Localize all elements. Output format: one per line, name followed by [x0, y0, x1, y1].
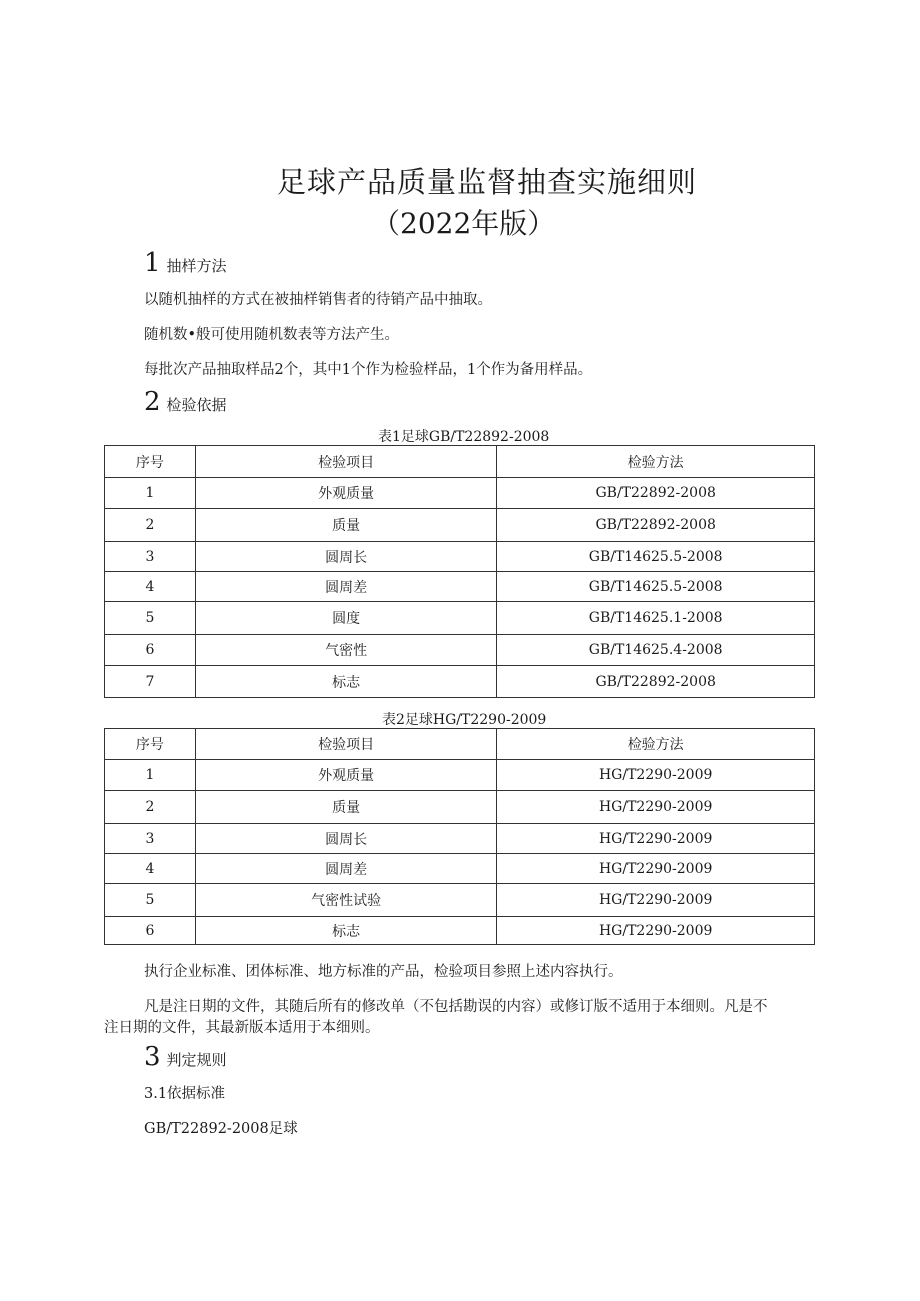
- table-cell: 质量: [195, 509, 497, 542]
- table-cell: 5: [105, 884, 196, 917]
- table-row: [105, 791, 815, 824]
- paragraph: 随机数•般可使用随机数表等方法产生。: [144, 327, 400, 343]
- table-row: [105, 760, 815, 791]
- table-cell: GB/T14625.4-2008: [497, 635, 815, 666]
- table-cell: 4: [105, 854, 196, 884]
- table-cell: GB/T22892-2008: [497, 478, 815, 509]
- table-row: [105, 666, 815, 698]
- table-cell: 5: [105, 602, 196, 635]
- table-header-row: [105, 729, 815, 760]
- table-row: [105, 572, 815, 602]
- table-cell: HG/T2290-2009: [497, 791, 815, 824]
- paragraph: 凡是注日期的文件，其随后所有的修改单（不包括勘误的内容）或修订版不适用于本细则。凡是不: [144, 999, 768, 1015]
- table-cell: HG/T2290-2009: [497, 884, 815, 917]
- paragraph-continuation: 注日期的文件，其最新版本适用于本细则。: [104, 1020, 380, 1036]
- section-number: 1: [144, 248, 161, 278]
- table-cell: 2: [105, 509, 196, 542]
- section-number: 2: [144, 387, 161, 417]
- page-title: 足球产品质量监督抽查实施细则: [277, 165, 698, 199]
- table-row: [105, 824, 815, 854]
- table-cell: HG/T2290-2009: [497, 824, 815, 854]
- table-cell: 外观质量: [195, 478, 497, 509]
- table-cell: 1: [105, 478, 196, 509]
- table-row: [105, 542, 815, 572]
- table-cell: 圆度: [195, 602, 497, 635]
- inspection-table-1: [104, 445, 815, 698]
- paragraph: 执行企业标准、团体标准、地方标准的产品，检验项目参照上述内容执行。: [144, 964, 623, 980]
- table-cell: 圆周差: [195, 572, 497, 602]
- table-cell: HG/T2290-2009: [497, 854, 815, 884]
- header-cell: 检验方法: [497, 729, 815, 760]
- table-cell: 3: [105, 824, 196, 854]
- section-heading-1: [144, 248, 227, 278]
- paragraph: 每批次产品抽取样品2个，其中1个作为检验样品，1个作为备用样品。: [144, 362, 593, 378]
- header-cell: 检验项目: [195, 446, 497, 478]
- table-cell: 1: [105, 760, 196, 791]
- section-title: 检验依据: [166, 396, 227, 414]
- table-cell: 圆周长: [195, 542, 497, 572]
- table-cell: 7: [105, 666, 196, 698]
- section-number: 3: [144, 1042, 161, 1072]
- standard-reference: GB/T22892-2008足球: [144, 1121, 298, 1137]
- section-heading-3: [144, 1042, 227, 1072]
- table-cell: GB/T14625.1-2008: [497, 602, 815, 635]
- table-cell: HG/T2290-2009: [497, 917, 815, 945]
- table-cell: GB/T22892-2008: [497, 509, 815, 542]
- table-cell: 气密性试验: [195, 884, 497, 917]
- table-row: [105, 602, 815, 635]
- header-cell: 序号: [105, 446, 196, 478]
- paragraph: 以随机抽样的方式在被抽样销售者的待销产品中抽取。: [144, 292, 492, 308]
- subsection-title: 3.1依据标准: [144, 1086, 226, 1102]
- table-cell: GB/T14625.5-2008: [497, 572, 815, 602]
- table-cell: 标志: [195, 666, 497, 698]
- table-row: [105, 884, 815, 917]
- table-row: [105, 635, 815, 666]
- page-subtitle: （2022年版）: [372, 207, 556, 240]
- inspection-table-2: [104, 728, 815, 945]
- table-cell: 标志: [195, 917, 497, 945]
- table-cell: GB/T22892-2008: [497, 666, 815, 698]
- table-cell: 6: [105, 635, 196, 666]
- section-title: 抽样方法: [166, 257, 227, 275]
- table-cell: 4: [105, 572, 196, 602]
- table-cell: 圆周长: [195, 824, 497, 854]
- table-cell: 圆周差: [195, 854, 497, 884]
- table-cell: 3: [105, 542, 196, 572]
- section-heading-2: [144, 387, 227, 417]
- table-row: [105, 917, 815, 945]
- table-row: [105, 509, 815, 542]
- header-cell: 检验项目: [195, 729, 497, 760]
- table-caption: 表1足球GB/T22892-2008: [378, 429, 550, 445]
- table-cell: 质量: [195, 791, 497, 824]
- table-row: [105, 478, 815, 509]
- table-row: [105, 854, 815, 884]
- section-title: 判定规则: [166, 1051, 227, 1069]
- table-header-row: [105, 446, 815, 478]
- table-cell: 外观质量: [195, 760, 497, 791]
- table-cell: 气密性: [195, 635, 497, 666]
- table-cell: 2: [105, 791, 196, 824]
- header-cell: 序号: [105, 729, 196, 760]
- table-cell: GB/T14625.5-2008: [497, 542, 815, 572]
- table-caption: 表2足球HG/T2290-2009: [382, 712, 547, 728]
- table-cell: 6: [105, 917, 196, 945]
- table-cell: HG/T2290-2009: [497, 760, 815, 791]
- header-cell: 检验方法: [497, 446, 815, 478]
